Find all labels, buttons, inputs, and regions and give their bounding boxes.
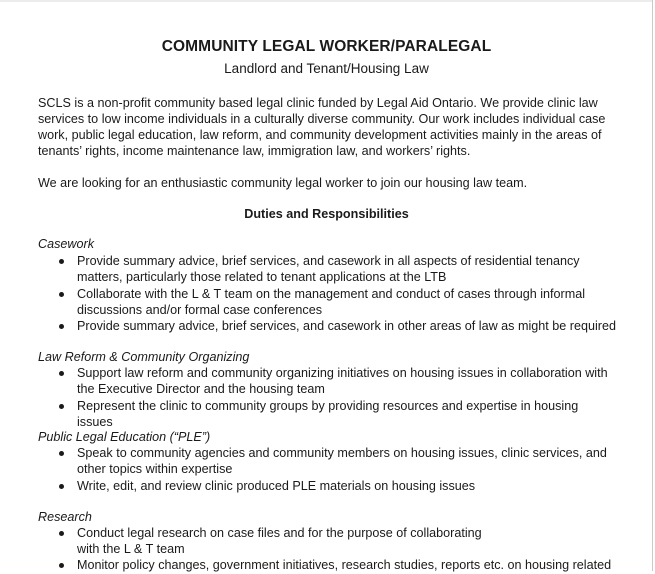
list-item <box>56 525 496 557</box>
list-item-text: Monitor policy changes, government initiatives, research studies, reports etc. on housing related <box>77 558 612 572</box>
list-item <box>56 318 616 334</box>
page-top-edge <box>0 0 652 2</box>
looking-paragraph: We are looking for an enthusiastic community legal worker to join our housing law team. <box>38 176 528 190</box>
research-list <box>56 525 496 558</box>
list-item-text: Represent the clinic to community groups by providing resources and expertise in housing issues <box>77 398 579 429</box>
casework-list <box>56 253 616 335</box>
list-item-text: Provide summary advice, brief services, and casework in all aspects of residential tenancy matters, particularly those related to tenant applications at the LTB <box>77 254 580 284</box>
ple-list <box>56 445 616 494</box>
list-item-text: Write, edit, and review clinic produced PLE materials on housing issues <box>77 478 476 493</box>
bullet-icon <box>59 292 64 297</box>
list-item-text: Collaborate with the L & T team on the management and conduct of cases through informal discussions and/or formal case conferences <box>77 286 586 317</box>
bullet-icon <box>59 404 64 409</box>
bullet-icon <box>59 484 64 489</box>
list-item <box>56 286 616 318</box>
bullet-icon <box>59 371 64 376</box>
research-list-continued <box>56 557 616 574</box>
duties-heading: Duties and Responsibilities <box>244 207 409 221</box>
intro-paragraph: SCLS is a non-profit community based legal clinic funded by Legal Aid Ontario. We provide clinic law services to low income individuals in a culturally diverse community. Our work includes individual case work, public legal education, law reform, and community development activities mainly in the areas of tenants’ rights, income maintenance law, immigration law, and workers’ rights. <box>38 96 606 158</box>
job-subtitle: Landlord and Tenant/Housing Law <box>224 61 429 76</box>
section-label-research: Research <box>38 510 92 524</box>
section-label-law-reform: Law Reform & Community Organizing <box>38 350 250 364</box>
bullet-icon <box>59 259 64 264</box>
list-item-text: Speak to community agencies and community members on housing issues, clinic services, and other topics within expertise <box>77 446 607 476</box>
list-item <box>56 478 616 494</box>
list-item <box>56 253 616 285</box>
list-item-text: Conduct legal research on case files and for the purpose of collaborating with the L & T team <box>77 526 482 556</box>
bullet-icon <box>59 531 64 536</box>
law-reform-list <box>56 365 616 430</box>
list-item <box>56 445 616 477</box>
list-item <box>56 398 616 430</box>
bullet-icon <box>59 563 64 568</box>
job-title: COMMUNITY LEGAL WORKER/PARALEGAL <box>161 38 492 55</box>
list-item <box>56 365 616 397</box>
section-label-casework: Casework <box>38 237 94 251</box>
list-item-text: Support law reform and community organizing initiatives on housing issues in collaboration with the Executive Director and the housing team <box>77 366 608 396</box>
section-label-ple: Public Legal Education (“PLE”) <box>38 430 211 444</box>
bullet-icon <box>59 451 64 456</box>
bullet-icon <box>59 324 64 329</box>
list-item-text: Provide summary advice, brief services, and casework in other areas of law as might be required <box>77 319 616 333</box>
